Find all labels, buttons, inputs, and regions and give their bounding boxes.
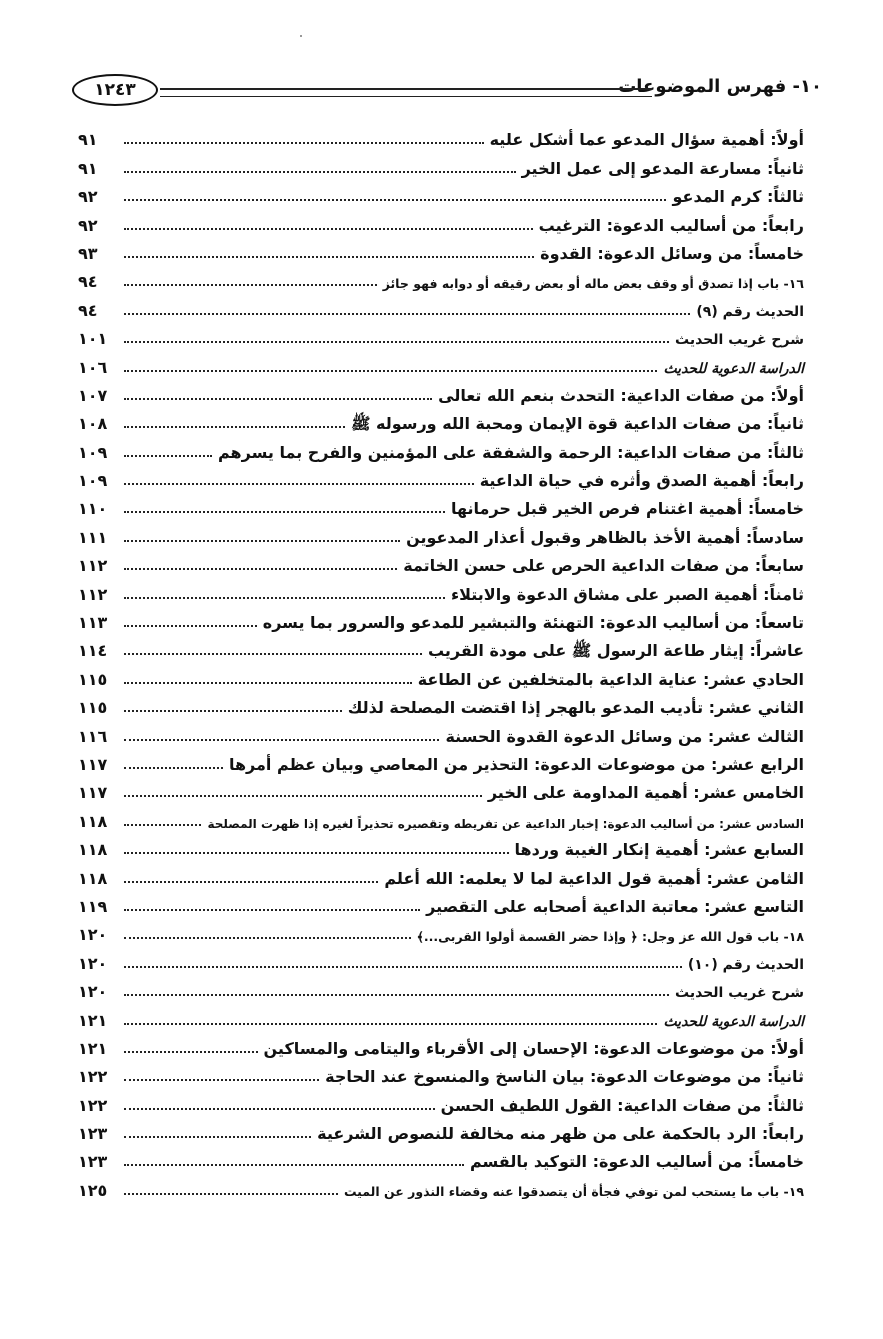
toc-leader-dots (124, 284, 377, 286)
toc-entry-page: ١٠١ (78, 329, 108, 349)
toc-entry-title: سادساً: أهمية الأخذ بالظاهر وقبول أعذار المدعوين (406, 527, 804, 547)
toc-entry-page: ١١١ (78, 527, 108, 547)
toc-entry-page: ١١٢ (78, 584, 108, 604)
toc-leader-dots (124, 881, 378, 883)
toc-entry (78, 517, 804, 545)
toc-leader-dots (124, 824, 201, 826)
toc-entry-title: الحادي عشر: عناية الداعية بالمتخلفين عن الطاعة (417, 669, 804, 689)
toc-leader-dots (124, 483, 474, 485)
toc-entry-page: ١١٨ (78, 840, 108, 860)
toc-entry (78, 1057, 804, 1085)
toc-entry-title: خامساً: من أساليب الدعوة: التوكيد بالقسم (469, 1152, 804, 1172)
toc-leader-dots (124, 540, 400, 542)
toc-entry-title: عاشراً: إيثار طاعة الرسول ﷺ على مودة القريب (427, 641, 804, 661)
toc-entry (78, 404, 804, 432)
toc-entry-title: التاسع عشر: معاتبة الداعية أصحابه على التقصير (426, 896, 804, 916)
toc-entry-page: ١٢٠ (78, 953, 108, 973)
toc-entry-title: خامساً: من وسائل الدعوة: القدوة (540, 243, 804, 263)
toc-entry (78, 1142, 804, 1170)
toc-entry-page: ١٢٢ (78, 1095, 108, 1115)
toc-entry-page: ١١٧ (78, 754, 108, 774)
toc-entry-page: ١٠٨ (78, 414, 108, 434)
toc-entry-page: ١٢٠ (78, 925, 108, 945)
toc-entry (78, 319, 804, 347)
toc-entry-title: ثانياً: من صفات الداعية قوة الإيمان ومحبة الله ورسوله ﷺ (351, 414, 804, 434)
toc-entry (78, 943, 804, 971)
toc-leader-dots (124, 142, 484, 144)
toc-leader-dots (124, 568, 397, 570)
toc-entry (78, 858, 804, 886)
toc-entry-title: شرح غريب الحديث (675, 985, 804, 1002)
toc-entry-title: أولاً: من صفات الداعية: التحدث بنعم الله تعالى (438, 385, 804, 405)
toc-leader-dots (124, 370, 657, 372)
toc-entry-page: ١١٥ (78, 669, 108, 689)
page-header (72, 70, 822, 110)
toc-entry-title: ثانياً: من موضوعات الدعوة: بيان الناسخ والمنسوخ عند الحاجة (325, 1067, 804, 1087)
toc-entry (78, 376, 804, 404)
toc-entry-title: أولاً: من موضوعات الدعوة: الإحسان إلى الأقرباء واليتامى والمساكين (263, 1038, 804, 1058)
toc-leader-dots (124, 1108, 435, 1110)
toc-entry-page: ١٢٣ (78, 1152, 108, 1172)
toc-leader-dots (124, 653, 422, 655)
toc-entry-title: الثالث عشر: من وسائل الدعوة القدوة الحسنة (445, 726, 804, 746)
toc-entry (78, 347, 804, 375)
toc-leader-dots (124, 511, 445, 513)
toc-entry-title: الثاني عشر: تأديب المدعو بالهجر إذا اقتضت المصلحة لذلك (347, 698, 804, 718)
toc-entry (78, 1029, 804, 1057)
toc-entry-title: خامساً: أهمية اغتنام فرص الخير قبل حرمانها (450, 499, 804, 519)
toc-entry-title: الدراسة الدعوية للحديث (663, 1013, 804, 1030)
toc-entry-page: ١٢٠ (78, 982, 108, 1002)
toc-leader-dots (124, 455, 212, 457)
toc-entry-page: ١٢٥ (78, 1180, 108, 1200)
toc-leader-dots (124, 625, 257, 627)
toc-leader-dots (124, 994, 669, 996)
toc-leader-dots (124, 1164, 464, 1166)
toc-entry-title: ١٩- باب ما يستحب لمن توفي فجأة أن يتصدقوا عنه وقضاء النذور عن الميت (343, 1184, 804, 1200)
page-number-badge: ١٢٤٣ (72, 74, 158, 106)
toc-entry-title: الرابع عشر: من موضوعات الدعوة: التحذير من المعاصي وبيان عظم أمرها (228, 754, 804, 774)
toc-leader-dots (124, 1136, 311, 1138)
toc-entry (78, 659, 804, 687)
toc-entry-page: ١١٨ (78, 868, 108, 888)
toc-entry-page: ١١٨ (78, 811, 108, 831)
toc-entry-title: الحديث رقم (١٠) (687, 956, 804, 973)
toc-entry (78, 972, 804, 1000)
toc-entry-page: ١١٣ (78, 613, 108, 633)
toc-entry-page: ٩١ (78, 130, 98, 150)
toc-leader-dots (124, 682, 412, 684)
toc-leader-dots (124, 739, 439, 741)
toc-leader-dots (124, 1193, 338, 1195)
toc-entry-title: ثانياً: مسارعة المدعو إلى عمل الخير (521, 158, 804, 178)
toc-entry (78, 830, 804, 858)
toc-entry-title: تاسعاً: من أساليب الدعوة: التهنئة والتبشير للمدعو والسرور بما يسره (262, 613, 804, 633)
toc-entry-page: ١٢٣ (78, 1124, 108, 1144)
toc-entry (78, 1170, 804, 1198)
toc-entry-page: ١٢٢ (78, 1067, 108, 1087)
toc-leader-dots (124, 710, 342, 712)
toc-entry-title: الحديث رقم (٩) (696, 303, 804, 320)
toc-entry (78, 1000, 804, 1028)
toc-leader-dots (124, 256, 534, 258)
toc-entry-title: ثالثاً: من صفات الداعية: الرحمة والشفقة على المؤمنين والفرح بما يسرهم (218, 442, 804, 462)
toc-entry (78, 887, 804, 915)
toc-leader-dots (124, 597, 445, 599)
toc-leader-dots (124, 1079, 319, 1081)
toc-entry (78, 1085, 804, 1113)
toc-entry (78, 148, 804, 176)
toc-leader-dots (124, 795, 482, 797)
toc-entry-page: ١١٠ (78, 499, 108, 519)
toc-entry (78, 432, 804, 460)
toc-entry (78, 177, 804, 205)
toc-entry-title: ١٨- باب قول الله عز وجل: ﴿ وإذا حضر القسمة أولوا القربى...﴾ (416, 928, 804, 944)
toc-entry (78, 716, 804, 744)
toc-entry (78, 773, 804, 801)
toc-entry (78, 234, 804, 262)
toc-entry (78, 688, 804, 716)
toc-entry (78, 915, 804, 943)
toc-entry-title: الدراسة الدعوية للحديث (663, 360, 804, 377)
toc-entry-page: ١٢١ (78, 1038, 108, 1058)
toc-leader-dots (124, 313, 690, 315)
toc-entry-page: ١٢١ (78, 1010, 108, 1030)
toc-entry-title: ١٦- باب إذا تصدق أو وقف بعض ماله أو بعض رقيقه أو دوابه فهو جائز (382, 275, 804, 291)
toc-entry-page: ١٠٧ (78, 385, 108, 405)
toc-entry-title: ثالثاً: من صفات الداعية: القول اللطيف الحسن (440, 1095, 804, 1115)
toc-entry-title: ثامناً: أهمية الصبر على مشاق الدعوة والابتلاء (450, 584, 804, 604)
header-title: ١٠- فهرس الموضوعات (618, 76, 822, 97)
toc-entry-page: ٩٢ (78, 187, 98, 207)
toc-leader-dots (124, 341, 669, 343)
toc-entry-title: الثامن عشر: أهمية قول الداعية لما لا يعلمه: الله أعلم (384, 868, 804, 888)
toc-entry-title: السابع عشر: أهمية إنكار الغيبة وردها (514, 840, 804, 860)
toc-entry (78, 745, 804, 773)
toc-entry (78, 205, 804, 233)
toc-entry (78, 574, 804, 602)
toc-entry-page: ٩٣ (78, 243, 98, 263)
toc-entry-page: ١١٥ (78, 698, 108, 718)
toc-leader-dots (124, 966, 682, 968)
toc-leader-dots (124, 937, 411, 939)
toc-entry-title: رابعاً: أهمية الصدق وأثره في حياة الداعية (479, 471, 804, 491)
toc-leader-dots (124, 426, 345, 428)
toc-entry (78, 631, 804, 659)
toc-entry (78, 262, 804, 290)
toc-entry-page: ٩٢ (78, 215, 98, 235)
toc-entry (78, 120, 804, 148)
toc-entry (78, 801, 804, 829)
toc-entry-title: سابعاً: من صفات الداعية الحرص على حسن الخاتمة (403, 556, 804, 576)
table-of-contents (78, 120, 804, 1199)
toc-entry-title: الخامس عشر: أهمية المداومة على الخير (487, 783, 804, 803)
toc-entry-page: ١٠٦ (78, 357, 108, 377)
toc-leader-dots (124, 1051, 258, 1053)
toc-leader-dots (124, 852, 509, 854)
toc-leader-dots (124, 909, 420, 911)
toc-entry (78, 603, 804, 631)
toc-entry (78, 290, 804, 318)
toc-entry-page: ١٠٩ (78, 471, 108, 491)
toc-entry-page: ٩١ (78, 158, 98, 178)
toc-leader-dots (124, 1023, 657, 1025)
toc-entry-title: رابعاً: الرد بالحكمة على من ظهر منه مخالفة للنصوص الشرعية (317, 1124, 804, 1144)
toc-entry-page: ١١٧ (78, 783, 108, 803)
toc-entry-title: رابعاً: من أساليب الدعوة: الترغيب (538, 215, 804, 235)
toc-leader-dots (124, 228, 533, 230)
toc-leader-dots (124, 171, 516, 173)
toc-entry-title: شرح غريب الحديث (675, 332, 804, 349)
toc-entry-page: ١١٤ (78, 641, 108, 661)
toc-leader-dots (124, 767, 223, 769)
toc-entry-page: ١١٩ (78, 896, 108, 916)
toc-entry-page: ١١٦ (78, 726, 108, 746)
toc-entry (78, 489, 804, 517)
toc-entry-title: أولاً: أهمية سؤال المدعو عما أشكل عليه (489, 130, 804, 150)
header-rule (160, 88, 652, 97)
toc-entry-page: ٩٤ (78, 272, 98, 292)
toc-entry-page: ٩٤ (78, 300, 98, 320)
toc-entry (78, 1114, 804, 1142)
toc-entry (78, 546, 804, 574)
toc-entry-title: ثالثاً: كرم المدعو (672, 187, 804, 207)
toc-entry-page: ١١٢ (78, 556, 108, 576)
toc-leader-dots (124, 199, 666, 201)
toc-entry-title: السادس عشر: من أساليب الدعوة: إخبار الداعية عن تفريطه وتقصيره تحذيراً لغيره إذا ظهرت المصلحة (207, 816, 804, 831)
page-mark (300, 35, 302, 37)
toc-leader-dots (124, 398, 432, 400)
toc-entry-page: ١٠٩ (78, 442, 108, 462)
toc-entry (78, 461, 804, 489)
